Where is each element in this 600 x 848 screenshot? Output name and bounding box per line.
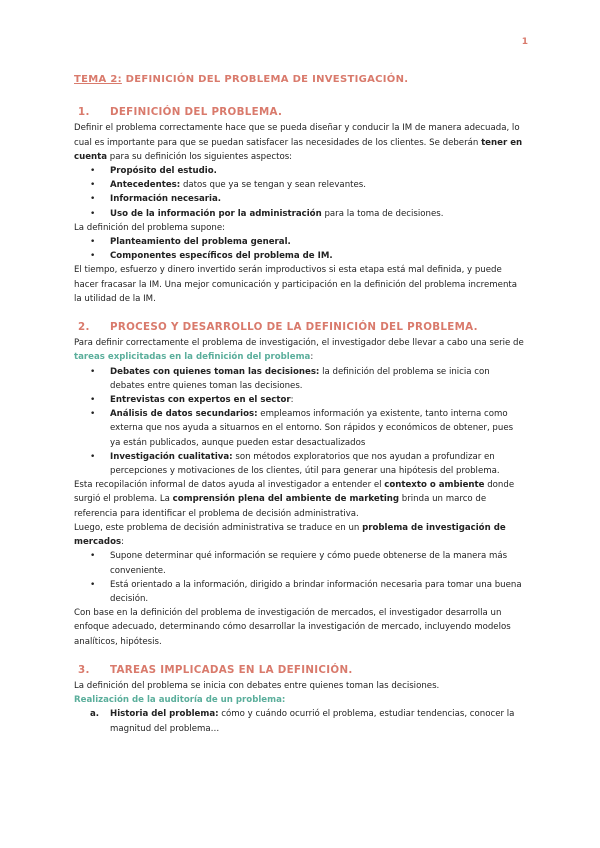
title-text: DEFINICIÓN DEL PROBLEMA DE INVESTIGACIÓN. — [121, 74, 409, 85]
item-text: : — [290, 395, 294, 406]
s2-paragraph-1 — [74, 336, 524, 364]
section-2-number: 2. — [78, 321, 90, 334]
list-item — [74, 365, 524, 393]
list-item — [74, 164, 524, 178]
section-2-heading — [74, 320, 524, 334]
list-item — [74, 235, 524, 249]
item-bold: Antecedentes: — [110, 180, 181, 191]
section-3-title: TAREAS IMPLICADAS EN LA DEFINICIÓN. — [110, 663, 353, 676]
item-bold: Investigación cualitativa: — [110, 451, 233, 462]
s3-paragraph-1: La definición del problema se inicia con debates entre quienes toman las decisiones. — [74, 680, 440, 691]
list-item — [74, 192, 524, 206]
list-item — [74, 207, 524, 221]
s2-p1-text: Para definir correctamente el problema de investigación, el investigador debe llevar a cabo una serie de — [74, 338, 524, 349]
s1-p1-text: Definir el problema correctamente hace que se pueda diseñar y conducir la IM de manera adecuada, lo cual es importante para que se puedan satisfacer las necesidades de los clientes. Se deberán — [74, 123, 520, 148]
item-bold: Componentes específicos del problema de IM. — [110, 251, 333, 262]
item-text: para la toma de decisiones. — [321, 208, 444, 219]
section-1-number: 1. — [78, 106, 90, 119]
s2-p2-bold: contexto o ambiente — [384, 480, 485, 491]
s3-subheading: Realización de la auditoría de un problema: — [74, 695, 286, 706]
item-bold: Análisis de datos secundarios: — [110, 409, 258, 420]
item-marker: a. — [90, 709, 100, 720]
list-item — [74, 450, 524, 478]
s2-p3-text: Luego, este problema de decisión administrativa se traduce en un — [74, 522, 363, 533]
s1-paragraph-3: El tiempo, esfuerzo y dinero invertido serán improductivos si esta etapa está mal definida, y puede hacer fracasar la IM. Una mejor comunicación y participación en la definición del problema incrementa la utilidad de la IM. — [74, 265, 518, 304]
s2-p2-text: donde surgió el problema. La — [74, 480, 515, 505]
s2-p1-highlight: tareas explicitadas en la definición del problema — [74, 352, 311, 363]
item-bold: Uso de la información por la administración — [110, 208, 322, 219]
s2-p2-bold: comprensión plena del ambiente de marketing — [172, 494, 400, 505]
s1-paragraph-1 — [74, 121, 524, 164]
item-bold: Planteamiento del problema general. — [110, 237, 291, 248]
s1-p1-bold: tener en cuenta — [74, 137, 523, 162]
item-bold: Historia del problema: — [110, 709, 219, 720]
s2-paragraph-3 — [74, 521, 524, 549]
list-item — [74, 407, 524, 450]
s2-p3-bold: problema de investigación de mercados — [74, 522, 506, 548]
section-3-heading — [74, 663, 524, 677]
list-item: • Está orientado a la información, dirigido a brindar información necesaria para tomar una buena decisión. — [74, 578, 524, 606]
item-bold: Propósito del estudio. — [110, 166, 217, 177]
list-item — [74, 707, 524, 735]
s2-p1-text-end: : — [310, 352, 314, 363]
document-body — [74, 73, 524, 736]
s2-paragraph-2 — [74, 478, 524, 521]
s2-p3-text: : — [121, 537, 124, 548]
s1-p1-text-end: para su definición los siguientes aspectos: — [107, 151, 293, 162]
s1-paragraph-2: La definición del problema supone: — [74, 222, 226, 233]
item-bold: Debates con quienes toman las decisiones: — [110, 366, 320, 377]
s2-p2-text: Esta recopilación informal de datos ayuda al investigador a entender el — [74, 480, 385, 491]
s2-paragraph-4: Con base en la definición del problema de investigación de mercados, el investigador desarrolla un enfoque adecuado, determinando cómo desarrollar la investigación de mercado, incluyendo modelos analíticos, hipótesis. — [74, 608, 511, 647]
item-bold: Entrevistas con expertos en el sector — [110, 395, 291, 406]
s2-problem-list — [74, 549, 524, 606]
list-item — [74, 249, 524, 263]
s1-aspects-list — [74, 164, 524, 221]
s2-tasks-list — [74, 365, 524, 479]
s1-supone-list — [74, 235, 524, 263]
list-item — [74, 393, 524, 407]
item-text: empleamos información ya existente, tanto interna como externa que nos ayuda a situarnos en el entorno. Son rápidos y económicos de obtener, pues ya están publicados, aunque pueden estar desactualizados — [110, 409, 514, 448]
item-text: cómo y cuándo ocurrió el problema, estudiar tendencias, conocer la magnitud del problema… — [110, 709, 515, 734]
section-1-title: DEFINICIÓN DEL PROBLEMA. — [110, 106, 283, 119]
section-1-heading — [74, 105, 524, 119]
page-number: 1 — [521, 37, 528, 47]
section-2-title: PROCESO Y DESARROLLO DE LA DEFINICIÓN DEL PROBLEMA. — [110, 321, 478, 334]
item-text: son métodos exploratorios que nos ayudan a profundizar en percepciones y motivaciones de los clientes, útil para generar una hipótesis del problema. — [110, 451, 500, 477]
item-text: datos que ya se tengan y sean relevantes. — [180, 180, 367, 191]
title-prefix: TEMA 2: — [74, 74, 122, 85]
section-3-number: 3. — [78, 663, 90, 676]
list-item — [74, 178, 524, 192]
item-text: la definición del problema se inicia con debates entre quienes toman las decisiones. — [110, 366, 490, 391]
s2-p2-text: brinda un marco de referencia para identificar el problema de decisión administrativa. — [74, 494, 487, 519]
document-title — [74, 73, 524, 87]
s3-audit-list — [74, 707, 524, 735]
item-bold: Información necesaria. — [110, 194, 222, 205]
list-item: • Supone determinar qué información se requiere y cómo puede obtenerse de la manera más conveniente. — [74, 549, 524, 577]
